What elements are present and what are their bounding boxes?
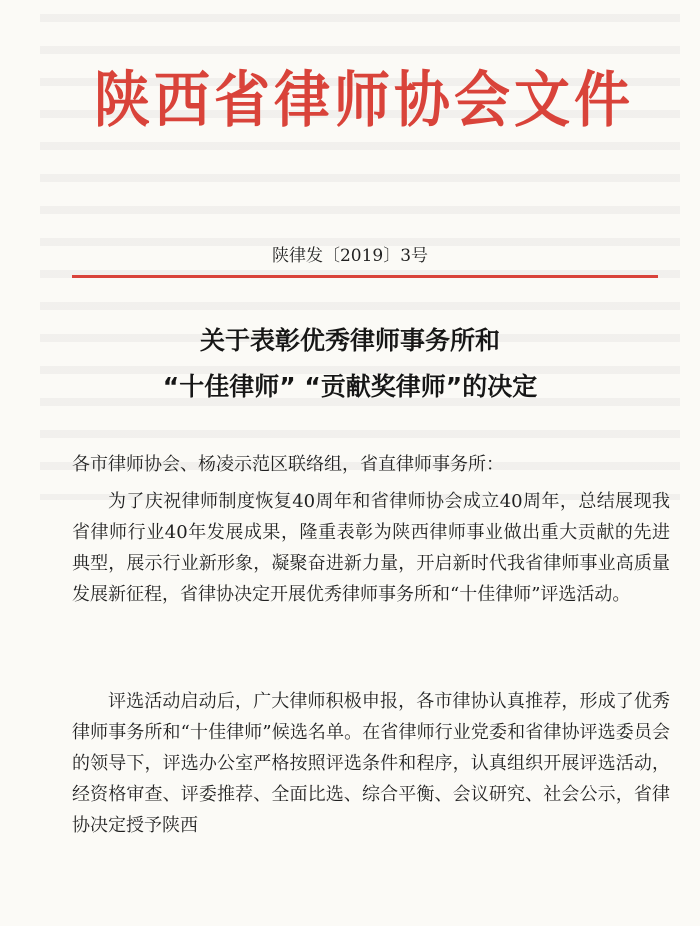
document-number: 陕律发〔2019〕3号 (271, 246, 429, 266)
salutation: 各市律师协会、杨凌示范区联络组，省直律师事务所： (72, 454, 504, 475)
org-letterhead-title: 陕西省律师协会文件 (94, 64, 634, 136)
body-paragraph-1: 为了庆祝律师制度恢复40周年和省律师协会成立40周年，总结展现我省律师行业40年发展成果，隆重表彰为陕西律师事业做出重大贡献的先进典型，展示行业新形象，凝聚奋进新力量，开启新时代我省律师事业高质量发展新征程，省律协决定开展优秀律师事务所和“十佳律师”评选活动。 (72, 491, 670, 605)
document-title-line-2: “十佳律师” “贡献奖律师”的决定 (162, 372, 538, 401)
document-title-line-1: 关于表彰优秀律师事务所和 (199, 326, 500, 355)
red-separator-line (72, 275, 658, 278)
body-paragraph-2: 评选活动启动后，广大律师积极申报，各市律协认真推荐，形成了优秀律师事务所和“十佳律师”候选名单。在省律师行业党委和省律协评选委员会的领导下，评选办公室严格按照评选条件和程序，认真组织开展评选活动，经资格审查、评委推荐、全面比选、综合平衡、会议研究、社会公示，省律协决定授予陕西 (72, 691, 670, 836)
